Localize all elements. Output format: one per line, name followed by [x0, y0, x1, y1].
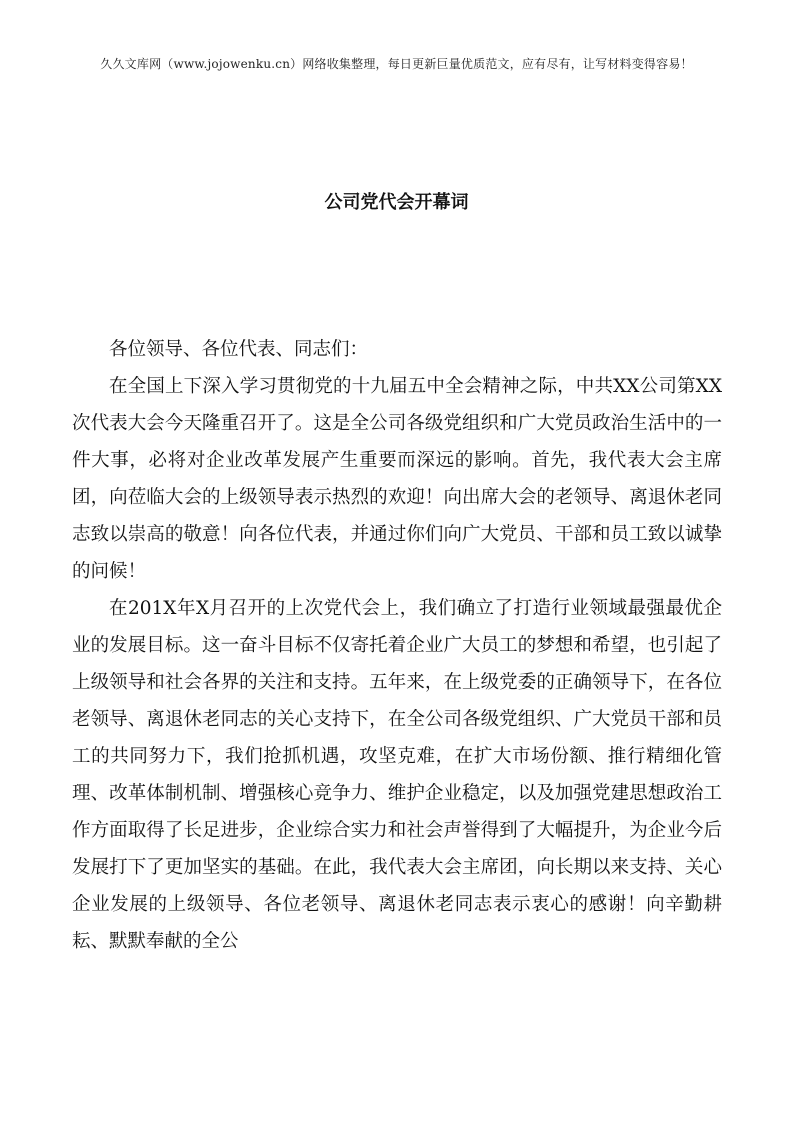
paragraph-opening: 在全国上下深入学习贯彻党的十九届五中全会精神之际，中共XX公司第XX次代表大会今天隆重召开了。这是全公司各级党组织和广大党员政治生活中的一件大事，必将对企业改革发展产生重要而深远的影响。首先，我代表大会主席团，向莅临大会的上级领导表示热烈的欢迎！向出席大会的老领导、离退休老同志致以崇高的敬意！向各位代表，并通过你们向广大党员、干部和员工致以诚挚的问候！ [72, 376, 722, 582]
paragraph-review: 在201X年X月召开的上次党代会上，我们确立了打造行业领域最强最优企业的发展目标。这一奋斗目标不仅寄托着企业广大员工的梦想和希望，也引起了上级领导和社会各界的关注和支持。五年来，在上级党委的正确领导下，在各位老领导、离退休老同志的关心支持下，在全公司各级党组织、广大党员干部和员工的共同努力下，我们抢抓机遇，攻坚克难，在扩大市场份额、推行精细化管理、改革体制机制、增强核心竞争力、维护企业稳定，以及加强党建思想政治工作方面取得了长足进步，企业综合实力和社会声誉得到了大幅提升，为企业今后发展打下了更加坚实的基础。在此，我代表大会主席团，向长期以来支持、关心企业发展的上级领导、各位老领导、离退休老同志表示衷心的感谢！向辛勤耕耘、默默奉献的全公 [72, 598, 722, 952]
document-body [72, 331, 722, 960]
document-title: 公司党代会开幕词 [324, 192, 469, 213]
salutation: 各位领导、各位代表、同志们： [109, 339, 369, 360]
header-note: 久久文库网（www.jojowenku.cn）网络收集整理，每日更新巨量优质范文，应有尽有，让写材料变得容易！ [100, 57, 693, 71]
